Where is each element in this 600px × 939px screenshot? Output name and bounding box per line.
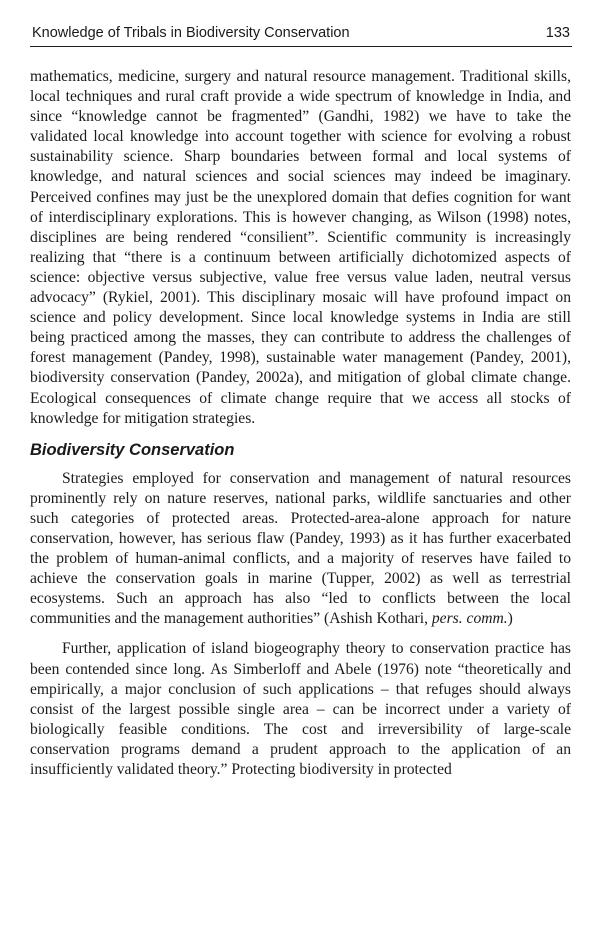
closing-parenthesis: ): [507, 610, 513, 628]
paragraph-island-biogeography: Further, application of island biogeography theory to conservation practice has been contended since long. As Simberloff and Abele (1976) note “theoretically and empirically, a major conclusion of such applications – that refuges should always consist of the largest possible single area – can be incorrect under a variety of biologically feasible conditions. The cost and irreversibility of large-scale conservation programs demand a prudent approach to the application of an insufficiently validated theory.” Protecting biodiversity in protected: [30, 640, 571, 778]
page-number: 133: [545, 25, 570, 41]
running-head: [30, 22, 572, 47]
paragraph-strategies-text: Strategies employed for conservation and management of natural resources prominently rely on nature reserves, national parks, wildlife sanctuaries and other such categories of protected areas. Protected-area-alone approach for nature conservation, however, has serious flaw (Pandey, 1993) as it has further exacerbated the problem of human-animal conflicts, and a majority of reserves have failed to achieve the conservation goals in marine (Tupper, 2002) as well as terrestrial ecosystems. Such an approach has also “led to conflicts between the local communities and the management authorities” (Ashish Kothari,: [30, 469, 571, 628]
citation-italic: pers. comm.: [431, 610, 508, 628]
running-head-title: Knowledge of Tribals in Biodiversity Conservation: [32, 25, 350, 41]
paragraph-continued: mathematics, medicine, surgery and natural resource management. Traditional skills, local techniques and rural craft provide a wide spectrum of knowledge in India, and since “knowledge cannot be fragmented” (Gandhi, 1982) we have to take the validated local knowledge into account together with science for evolving a robust sustainability science. Sharp boundaries between formal and local systems of knowledge, and natural sciences and social sciences may indeed be imaginary. Perceived confines may just be the unexplored domain that defies cognition for want of interdisciplinary explorations. This is however changing, as Wilson (1998) notes, disciplines are being rendered “consilient”. Scientific community is increasingly realizing that “there is a continuum between artificially dichotomized aspects of science: objective versus subjective, value free versus value laden, neutral versus advocacy” (Rykiel, 2001). This disciplinary mosaic will have profound impact on science and policy development. Since local knowledge systems in India are still being practiced among the masses, they can contribute to address the challenges of forest management (Pandey, 1998), sustainable water management (Pandey, 2001), biodiversity conservation (Pandey, 2002a), and mitigation of global climate change. Ecological consequences of climate change require that we access all stocks of knowledge for mitigation strategies.: [30, 68, 571, 427]
body-text: [30, 67, 571, 780]
paragraph-strategies: [30, 469, 571, 630]
section-heading: Biodiversity Conservation: [30, 440, 235, 459]
